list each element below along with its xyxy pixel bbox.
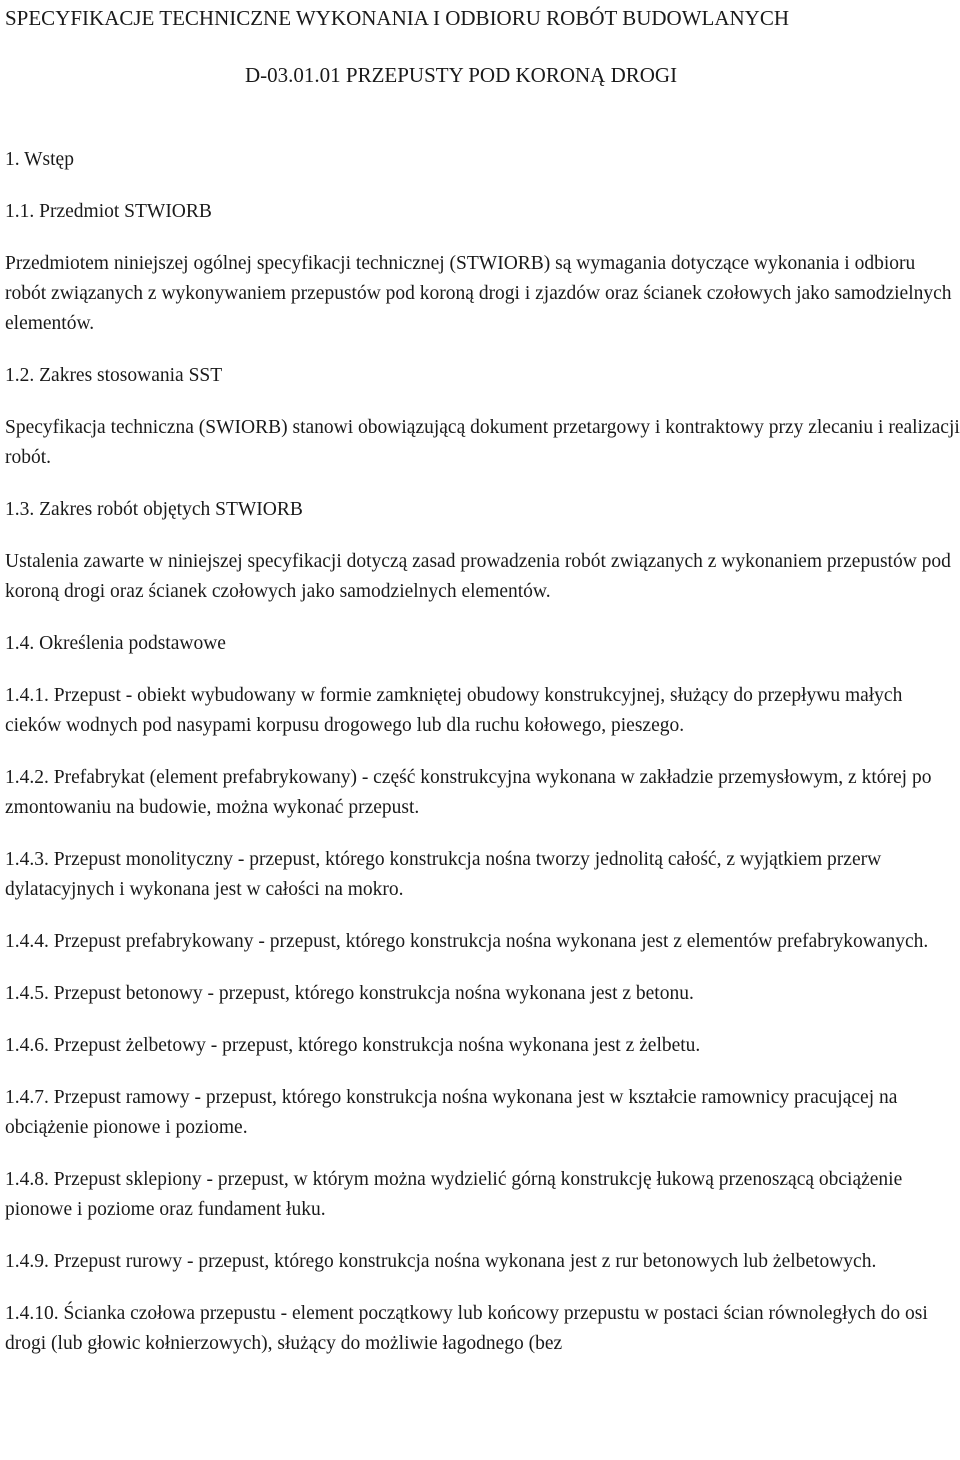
definition-paragraph: 1.4.1. Przepust - obiekt wybudowany w formie zamkniętej obudowy konstrukcyjnej, służący do przepływu małych cieków wodnych pod nasypami korpusu drogowego lub dla ruchu kołowego, pieszego. — [5, 685, 903, 736]
definition-paragraph: 1.4.10. Ścianka czołowa przepustu - element początkowy lub końcowy przepustu w postaci ścian równoległych do osi drogi (lub głowic kołnierzowych), służący do możliwie łagodnego (bez — [5, 1303, 928, 1354]
definition-paragraph: 1.4.9. Przepust rurowy - przepust, którego konstrukcja nośna wykonana jest z rur betonowych lub żelbetowych. — [5, 1251, 877, 1272]
document-subtitle: D-03.01.01 PRZEPUSTY POD KORONĄ DROGI — [245, 63, 678, 87]
definition-paragraph: 1.4.2. Prefabrykat (element prefabrykowany) - część konstrukcyjna wykonana w zakładzie przemysłowym, z której po zmontowaniu na budowie, można wykonać przepust. — [5, 767, 932, 818]
definition-paragraph: 1.4.4. Przepust prefabrykowany - przepust, którego konstrukcja nośna wykonana jest z elementów prefabrykowanych. — [5, 931, 929, 952]
document-body — [5, 145, 960, 1381]
definition-paragraph: 1.4.8. Przepust sklepiony - przepust, w którym można wydzielić górną konstrukcję łukową przenoszącą obciążenie pionowe i poziome oraz fundament łuku. — [5, 1169, 903, 1220]
section-heading-1-2: 1.2. Zakres stosowania SST — [5, 365, 223, 386]
section-paragraph-1-2: Specyfikacja techniczna (SWIORB) stanowi obowiązującą dokument przetargowy i kontraktowy przy zlecaniu i realizacji robót. — [5, 417, 960, 468]
definition-paragraph: 1.4.5. Przepust betonowy - przepust, którego konstrukcja nośna wykonana jest z betonu. — [5, 983, 694, 1004]
definition-paragraph: 1.4.3. Przepust monolityczny - przepust, którego konstrukcja nośna tworzy jednolitą całość, z wyjątkiem przerw dylatacyjnych i wykonana jest w całości na mokro. — [5, 849, 882, 900]
section-paragraph-1-3: Ustalenia zawarte w niniejszej specyfikacji dotyczą zasad prowadzenia robót związanych z wykonaniem przepustów pod koroną drogi oraz ścianek czołowych jako samodzielnych elementów. — [5, 551, 951, 602]
definition-paragraph: 1.4.7. Przepust ramowy - przepust, którego konstrukcja nośna wykonana jest w kształcie ramownicy pracującej na obciążenie pionowe i poziome. — [5, 1087, 898, 1138]
section-heading-1: 1. Wstęp — [5, 149, 74, 170]
definition-paragraph: 1.4.6. Przepust żelbetowy - przepust, którego konstrukcja nośna wykonana jest z żelbetu. — [5, 1035, 701, 1056]
section-heading-1-3: 1.3. Zakres robót objętych STWIORB — [5, 499, 303, 520]
document-title: SPECYFIKACJE TECHNICZNE WYKONANIA I ODBIORU ROBÓT BUDOWLANYCH — [5, 6, 790, 30]
section-heading-1-4: 1.4. Określenia podstawowe — [5, 633, 226, 654]
section-paragraph-1-1: Przedmiotem niniejszej ogólnej specyfikacji technicznej (STWIORB) są wymagania dotyczące wykonania i odbioru robót związanych z wykonywaniem przepustów pod koroną drogi i zjazdów oraz ścianek czołowych jako samodzielnych elementów. — [5, 253, 952, 334]
section-heading-1-1: 1.1. Przedmiot STWIORB — [5, 201, 212, 222]
